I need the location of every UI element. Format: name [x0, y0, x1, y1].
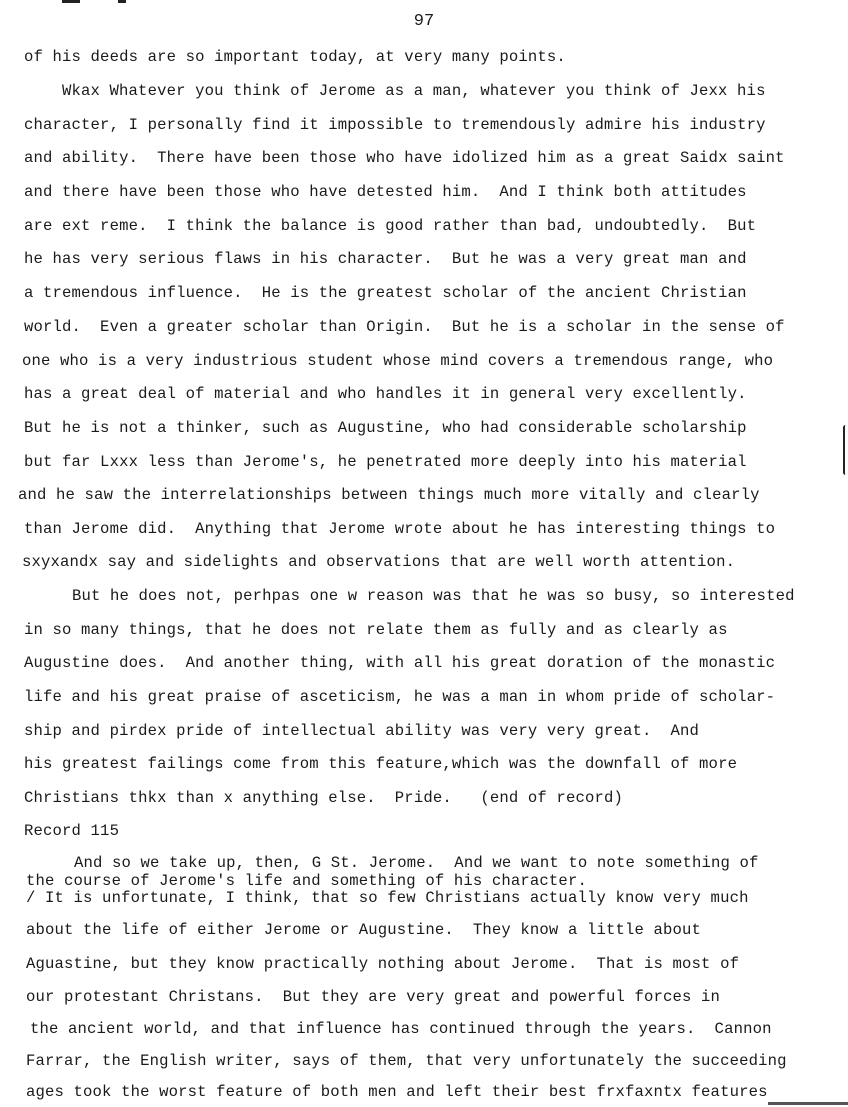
body-line: one who is a very industrious student whose mind covers a tremendous range, who [22, 352, 774, 370]
scan-speck [62, 0, 80, 3]
body-line: Aguastine, but they know practically nothing about Jerome. That is most of [26, 955, 740, 973]
body-line: Christians thkx than x anything else. Pride. (end of record) [24, 789, 623, 807]
body-line: about the life of either Jerome or Augustine. They know a little about [26, 921, 702, 939]
body-line: life and his great praise of asceticism, he was a man in whom pride of scholar- [24, 688, 776, 706]
body-line: are ext reme. I think the balance is good rather than bad, undoubtedly. But [24, 217, 757, 235]
body-line: Augustine does. And another thing, with all his great doration of the monastic [24, 654, 776, 672]
body-line: the ancient world, and that influence has continued through the years. Cannon [30, 1020, 772, 1038]
body-line: he has very serious flaws in his character. But he was a very great man and [24, 250, 747, 268]
body-line: / It is unfortunate, I think, that so few Christians actually know very much [26, 889, 749, 907]
scan-speck [118, 0, 126, 3]
body-line: than Jerome did. Anything that Jerome wrote about he has interesting things to [24, 520, 776, 538]
scan-edge-mark [843, 425, 848, 475]
body-line: world. Even a greater scholar than Origin. But he is a scholar in the sense of [24, 318, 785, 336]
body-line: of his deeds are so important today, at very many points. [24, 48, 566, 66]
body-line: But he is not a thinker, such as Augustine, who had considerable scholarship [24, 419, 747, 437]
body-line: And so we take up, then, G St. Jerome. And we want to note something of [74, 854, 759, 872]
body-line: has a great deal of material and who handles it in general very excellently. [24, 385, 747, 403]
record-heading: Record 115 [24, 822, 120, 840]
body-line: the course of Jerome's life and something of his character. [26, 872, 587, 890]
body-line: and ability. There have been those who have idolized him as a great Saidx saint [24, 149, 785, 167]
body-line: But he does not, perhpas one w reason was that he was so busy, so interested [72, 587, 795, 605]
body-line: ship and pirdex pride of intellectual ability was very very great. And [24, 722, 700, 740]
page-number: 97 [413, 12, 435, 31]
scan-smudge [768, 1102, 848, 1105]
body-line: Wkax Whatever you think of Jerome as a man, whatever you think of Jexx his [62, 82, 766, 100]
body-line: and he saw the interrelationships between things much more vitally and clearly [18, 486, 760, 504]
body-line: our protestant Christans. But they are very great and powerful forces in [26, 988, 721, 1006]
body-line: Farrar, the English writer, says of them, that very unfortunately the succeeding [26, 1052, 787, 1070]
body-line: sxyxandx say and sidelights and observations that are well worth attention. [22, 553, 736, 571]
body-line: ages took the worst feature of both men and left their best frxfaxntx features [26, 1083, 768, 1101]
body-line: a tremendous influence. He is the greatest scholar of the ancient Christian [24, 284, 747, 302]
body-line: and there have been those who have detested him. And I think both attitudes [24, 183, 747, 201]
body-line: his greatest failings come from this feature,which was the downfall of more [24, 755, 738, 773]
body-line: but far Lxxx less than Jerome's, he penetrated more deeply into his material [24, 453, 747, 471]
body-line: in so many things, that he does not relate them as fully and as clearly as [24, 621, 728, 639]
body-line: character, I personally find it impossible to tremendously admire his industry [24, 116, 766, 134]
